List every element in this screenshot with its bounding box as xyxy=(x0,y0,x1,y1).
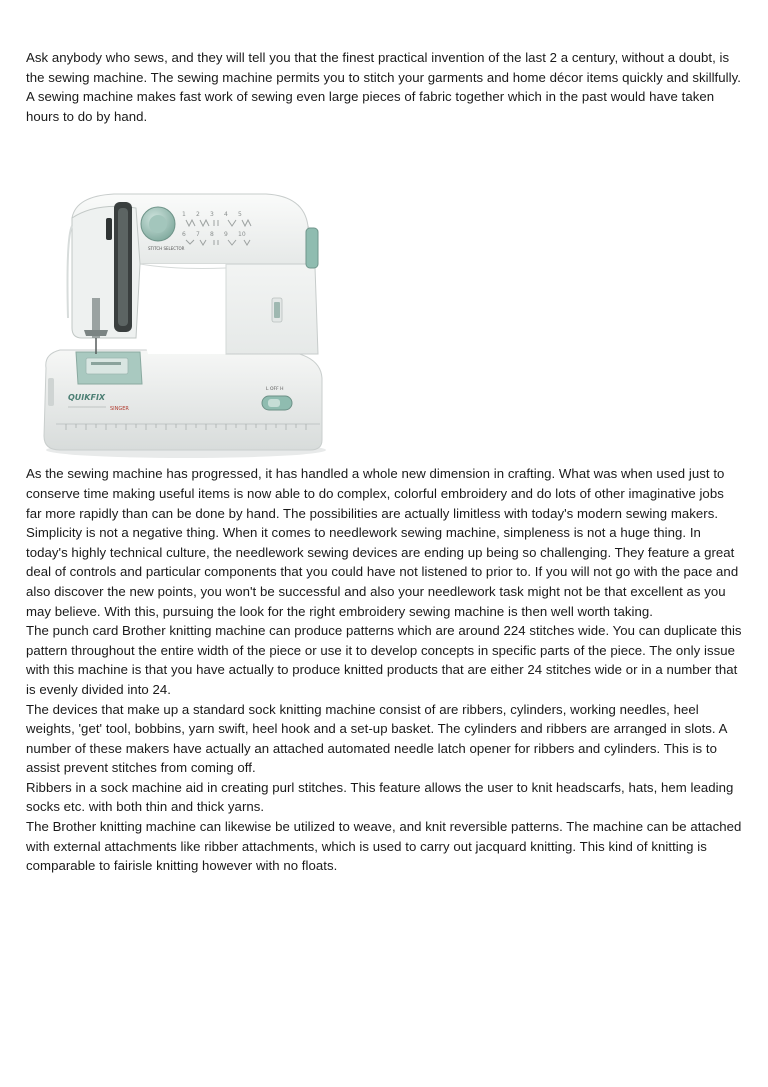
brand-logo: QUIKFIX xyxy=(68,393,106,403)
switch-label: L OFF H xyxy=(266,387,284,393)
svg-text:1: 1 xyxy=(182,211,186,219)
svg-text:4: 4 xyxy=(224,211,228,219)
svg-text:5: 5 xyxy=(238,211,242,219)
maker-logo: SINGER xyxy=(110,406,129,413)
svg-text:3: 3 xyxy=(210,211,214,219)
svg-text:10: 10 xyxy=(238,231,246,239)
paragraph-history: As the sewing machine has progressed, it has handled a whole new dimension in crafting. What was when used just to conserve time making useful items is now able to do complex, colorful embroidery and do lots of other imaginative jobs far more rapidly than can be done by hand. The possibilities are actually limitless with today's modern sewing makers. xyxy=(26,466,725,521)
svg-text:7: 7 xyxy=(196,231,200,239)
svg-text:2: 2 xyxy=(196,211,200,219)
sewing-machine-image xyxy=(36,178,336,464)
svg-text:9: 9 xyxy=(224,231,228,239)
paragraph-ribbers: Ribbers in a sock machine aid in creating purl stitches. This feature allows the user to knit headscarfs, hats, hem leading socks etc. with both thin and thick yarns. xyxy=(26,779,734,815)
paragraph-punch-card: The punch card Brother knitting machine can produce patterns which are around 224 stitches wide. You can duplicate this pattern throughout the entire width of the piece or use it to develop concepts in specific parts of the piece. The only issue with this machine is that you have actually to produce knitted products that are either 24 stitches wide or in a number that is evenly divided into 24. xyxy=(26,623,742,697)
document-page xyxy=(26,48,742,876)
paragraph-intro: Ask anybody who sews, and they will tell you that the finest practical invention of the last 2 a century, without a doubt, is the sewing machine. The sewing machine permits you to stitch your garments and home décor items quickly and skillfully. A sewing machine makes fast work of sewing even large pieces of fabric together which in the past would have taken hours to do by hand. xyxy=(26,50,741,124)
paragraph-weaving: The Brother knitting machine can likewise be utilized to weave, and knit reversible patterns. The machine can be attached with external attachments like ribber attachments, which is used to carry out jacquard knitting. This kind of knitting is comparable to fairisle knitting however with no floats. xyxy=(26,819,742,874)
svg-text:8: 8 xyxy=(210,231,214,239)
paragraph-sock-machine: The devices that make up a standard sock knitting machine consist of are ribbers, cylinders, working needles, heel weights, 'get' tool, bobbins, yarn swift, heel hook and a set-up basket. The cylinders and ribbers are arranged in slots. A number of these makers have actually an attached automated needle latch opener for ribbers and cylinders. This is to assist prevent stitches from coming off. xyxy=(26,701,727,776)
svg-text:6: 6 xyxy=(182,231,186,239)
paragraph-simplicity: Simplicity is not a negative thing. When it comes to needlework sewing machine, simpleness is not a huge thing. In today's highly technical culture, the needlework sewing devices are ending up being so challenging. They feature a great deal of controls and particular components that you could have not listened to prior to. If you will not go with the pace and also discover the new points, you won't be successful and also your needlework task might not be that excellent as you may believe. With this, pursuing the look for the right embroidery sewing machine is then well worth taking. xyxy=(26,525,739,619)
dial-label: STITCH SELECTOR xyxy=(148,246,185,252)
